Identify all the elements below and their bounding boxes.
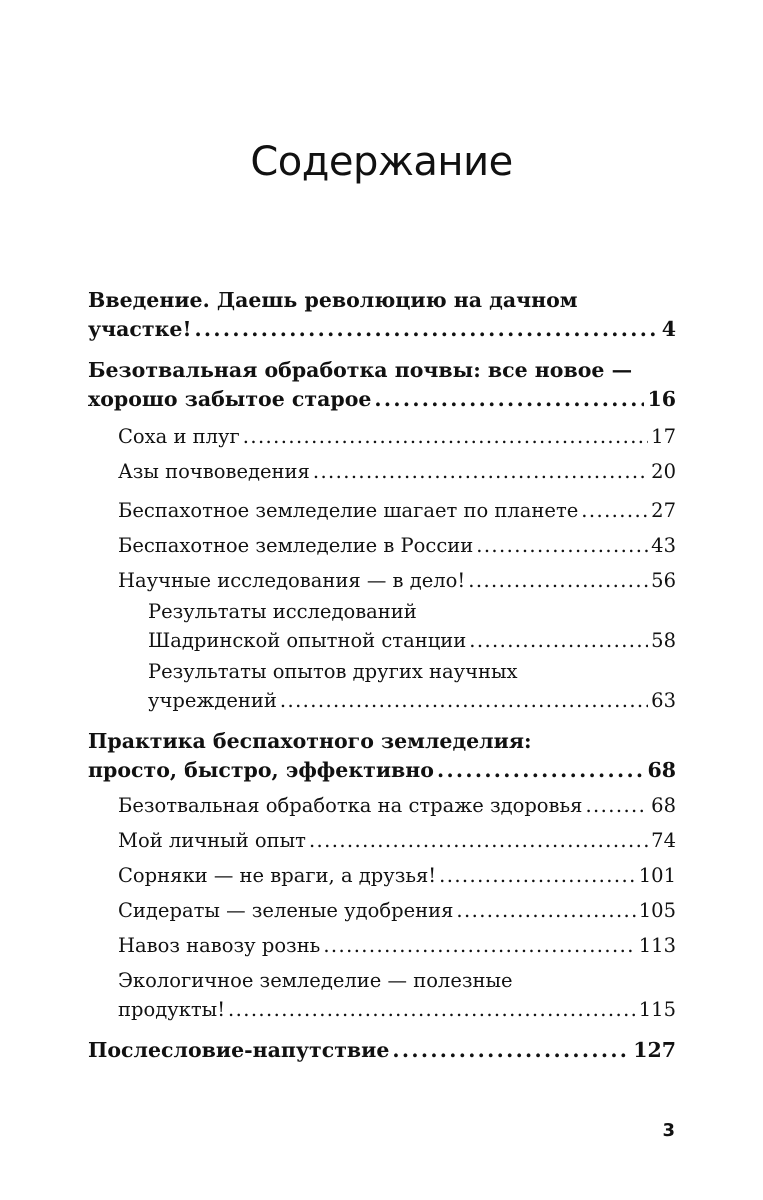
- toc-entry[interactable]: [88, 657, 676, 715]
- toc-entry-title-first-line: Безотвальная обработка почвы: все новое —: [88, 358, 633, 382]
- dot-leader: [323, 931, 635, 960]
- dot-leader: [585, 791, 648, 820]
- toc-entry-title-first-line: Практика беспахотного земледелия:: [88, 729, 532, 753]
- toc-entry-page: 127: [633, 1038, 676, 1062]
- toc-entry-title: Сорняки — не враги, а друзья!: [118, 864, 437, 887]
- toc-entry-page: 56: [651, 569, 676, 592]
- toc-entry-title: хорошо забытое старое: [88, 387, 372, 411]
- dot-leader: [243, 422, 648, 451]
- dot-leader: [469, 626, 648, 655]
- toc-entry-page: 74: [651, 829, 676, 852]
- toc-entry[interactable]: [88, 457, 676, 486]
- toc-entry-title-first-line: Введение. Даешь революцию на дачном: [88, 288, 578, 312]
- toc-entry-page: 4: [661, 317, 676, 341]
- dot-leader: [313, 457, 648, 486]
- toc-entry[interactable]: [88, 1036, 676, 1065]
- toc-entry-page: 20: [651, 460, 676, 483]
- toc-entry[interactable]: [88, 966, 676, 1024]
- toc-entry-page: 17: [651, 425, 676, 448]
- toc-entry-title: Послесловие-напутствие: [88, 1038, 390, 1062]
- dot-leader: [374, 385, 644, 414]
- toc-entry[interactable]: [88, 826, 676, 855]
- toc-entry-title-first-line: Результаты исследований: [148, 600, 417, 623]
- toc-entry[interactable]: [88, 566, 676, 595]
- toc-entry-title-first-line: Результаты опытов других научных: [148, 660, 518, 683]
- toc-entry-page: 27: [651, 499, 676, 522]
- dot-leader: [476, 531, 648, 560]
- toc-entry[interactable]: [88, 861, 676, 890]
- toc-entry-title: Сидераты — зеленые удобрения: [118, 899, 454, 922]
- table-of-contents: [88, 286, 676, 1065]
- dot-leader: [437, 756, 645, 785]
- toc-entry[interactable]: [88, 286, 676, 344]
- dot-leader: [280, 686, 648, 715]
- toc-entry-title: Безотвальная обработка на страже здоровья: [118, 794, 583, 817]
- toc-entry-title: продукты!: [118, 998, 226, 1021]
- toc-entry-title-first-line: Экологичное земледелие — полезные: [118, 969, 513, 992]
- toc-entry-page: 43: [651, 534, 676, 557]
- toc-entry-title: участке!: [88, 317, 192, 341]
- toc-entry[interactable]: [88, 422, 676, 451]
- toc-entry-title: учреждений: [148, 689, 277, 712]
- toc-entry-title: Шадринской опытной станции: [148, 629, 467, 652]
- toc-entry[interactable]: [88, 791, 676, 820]
- dot-leader: [439, 861, 636, 890]
- dot-leader: [468, 566, 648, 595]
- toc-entry[interactable]: [88, 727, 676, 785]
- toc-entry-page: 68: [651, 794, 676, 817]
- toc-entry-page: 101: [638, 864, 676, 887]
- toc-entry-page: 58: [651, 629, 676, 652]
- toc-entry-page: 68: [647, 758, 676, 782]
- toc-entry[interactable]: [88, 931, 676, 960]
- dot-leader: [456, 896, 635, 925]
- toc-entry-title: Соха и плуг: [118, 425, 240, 448]
- toc-entry[interactable]: [88, 531, 676, 560]
- toc-entry-title: Азы почвоведения: [118, 460, 310, 483]
- dot-leader: [392, 1036, 630, 1065]
- toc-entry-title: Навоз навозу рознь: [118, 934, 321, 957]
- toc-entry[interactable]: [88, 597, 676, 655]
- toc-entry-title: Беспахотное земледелие в России: [118, 534, 474, 557]
- toc-entry-title: Научные исследования — в дело!: [118, 569, 466, 592]
- toc-entry-page: 16: [647, 387, 676, 411]
- dot-leader: [194, 315, 658, 344]
- dot-leader: [309, 826, 648, 855]
- page-title: Содержание: [250, 139, 513, 185]
- dot-leader: [228, 995, 636, 1024]
- toc-entry[interactable]: [88, 896, 676, 925]
- toc-entry-page: 113: [638, 934, 676, 957]
- toc-entry-page: 63: [651, 689, 676, 712]
- dot-leader: [581, 496, 648, 525]
- toc-entry-page: 105: [638, 899, 676, 922]
- toc-entry-title: Мой личный опыт: [118, 829, 306, 852]
- toc-entry[interactable]: [88, 356, 676, 414]
- page-number: 3: [662, 1120, 675, 1141]
- toc-entry[interactable]: [88, 496, 676, 525]
- toc-entry-title: Беспахотное земледелие шагает по планете: [118, 499, 579, 522]
- toc-entry-title: просто, быстро, эффективно: [88, 758, 434, 782]
- toc-entry-page: 115: [638, 998, 676, 1021]
